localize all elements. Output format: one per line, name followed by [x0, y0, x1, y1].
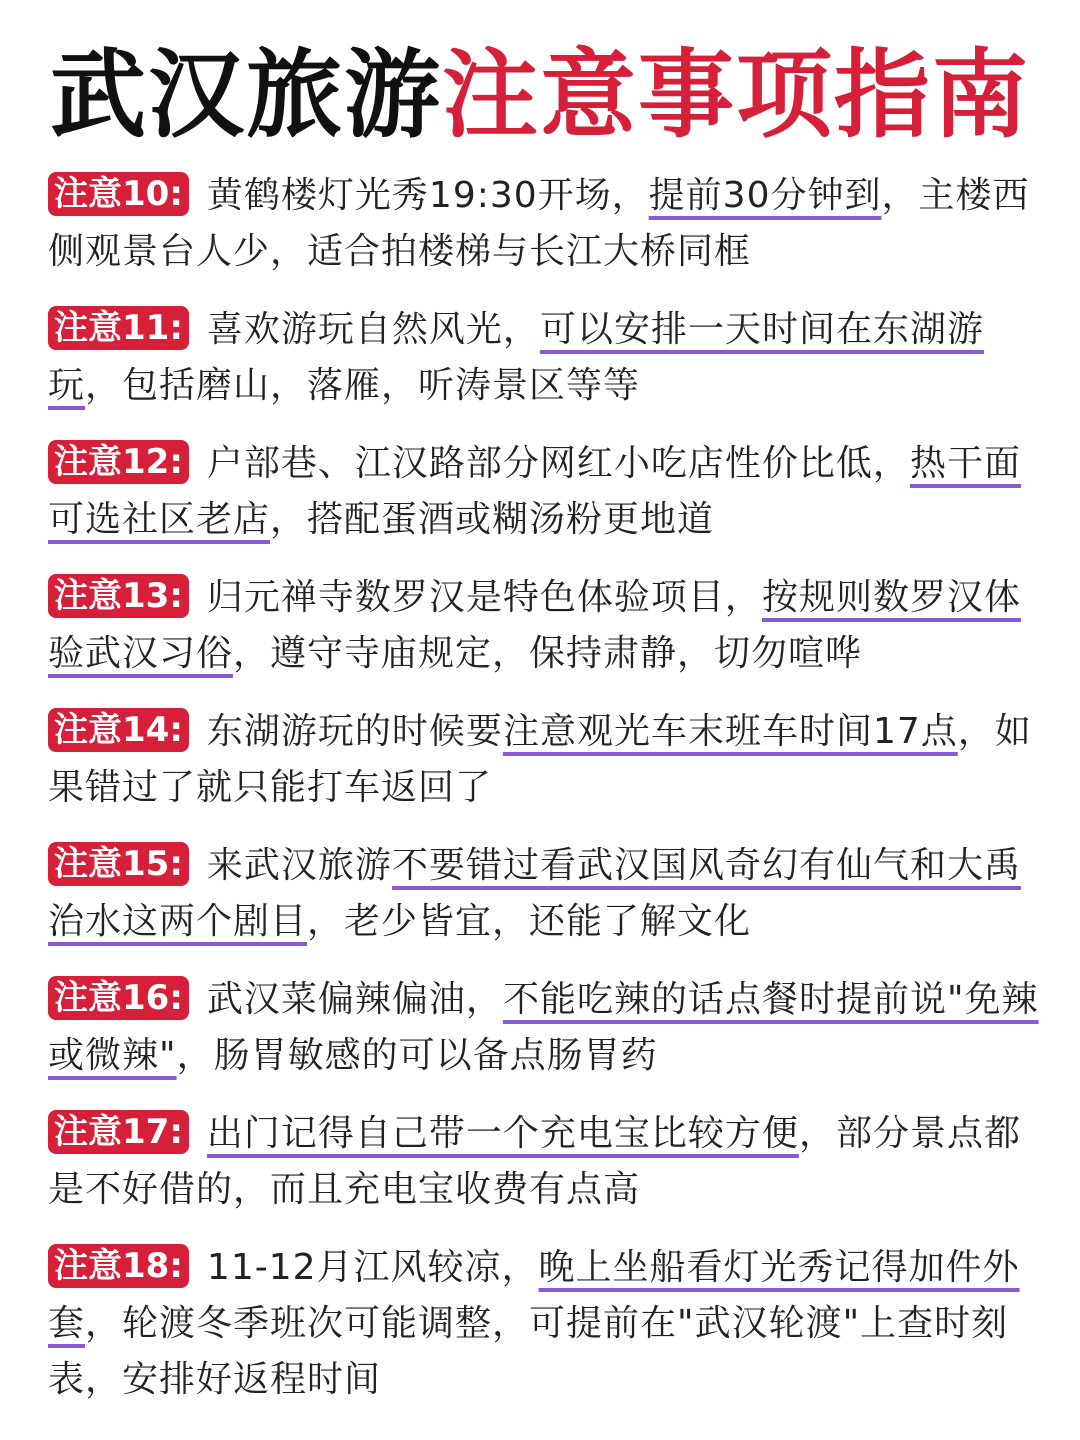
- tip-text: ，包括磨山，落雁，听涛景区等等: [85, 365, 641, 406]
- title-part-black: 武汉旅游: [50, 39, 442, 151]
- tip-badge: 注意13:: [48, 574, 189, 618]
- tip-item: [48, 570, 1048, 682]
- tip-item: [48, 972, 1048, 1084]
- tip-text: ，遵守寺庙规定，保持肃静，切勿喧哗: [233, 633, 863, 674]
- tip-badge: 注意18:: [48, 1244, 189, 1288]
- tip-text: ，如果错过了就只能打车返回了: [48, 711, 1032, 808]
- tip-item: [48, 704, 1048, 816]
- tip-badge: 注意12:: [48, 440, 189, 484]
- title-part-red: 注意事项指南: [442, 39, 1030, 151]
- tip-badge: 注意14:: [48, 708, 189, 752]
- tip-text: 武汉菜偏辣偏油，: [206, 979, 503, 1020]
- tip-text: ，搭配蛋酒或糊汤粉更地道: [270, 499, 715, 540]
- tip-text: 黄鹤楼灯光秀19:30开场，: [206, 175, 649, 216]
- tip-badge: 注意17:: [48, 1110, 189, 1154]
- tip-item: [48, 1240, 1048, 1408]
- tip-highlight: 注意观光车末班车时间17点: [502, 711, 958, 752]
- tip-text: ，老少皆宜，还能了解文化: [307, 901, 752, 942]
- tip-highlight: 出门记得自己带一个充电宝比较方便: [206, 1113, 799, 1154]
- tip-badge: 注意11:: [48, 306, 189, 350]
- tip-text: ，轮渡冬季班次可能调整，可提前在"武汉轮渡"上查时刻表，安排好返程时间: [48, 1303, 1009, 1400]
- tip-item: [48, 436, 1048, 548]
- tip-highlight: 不要错过看武汉国风奇幻有仙气和大禹治水这两个剧目: [48, 845, 1021, 942]
- tip-highlight: 按规则数罗汉体验武汉习俗: [48, 577, 1021, 674]
- tip-item: [48, 838, 1048, 950]
- tip-badge: 注意15:: [48, 842, 189, 886]
- tip-highlight: 热干面可选社区老店: [48, 443, 1021, 540]
- tip-text: 来武汉旅游: [206, 845, 392, 886]
- tip-highlight: 不能吃辣的话点餐时提前说"免辣或微辣": [48, 979, 1039, 1076]
- tip-badge: 注意10:: [48, 172, 189, 216]
- tip-item: [48, 302, 1048, 414]
- tip-highlight: 可以安排一天时间在东湖游玩: [48, 309, 984, 406]
- tip-badge: 注意16:: [48, 976, 189, 1020]
- tip-item: [48, 168, 1048, 280]
- tip-text: 归元禅寺数罗汉是特色体验项目，: [206, 577, 762, 618]
- tip-text: 户部巷、江汉路部分网红小吃店性价比低，: [206, 443, 910, 484]
- page-title: [0, 30, 1080, 160]
- tip-highlight: 提前30分钟到: [648, 175, 882, 216]
- tip-highlight: 晚上坐船看灯光秀记得加件外套: [48, 1247, 1020, 1344]
- tip-text: ，主楼西侧观景台人少，适合拍楼梯与长江大桥同框: [48, 175, 1030, 272]
- tip-text: ，部分景点都是不好借的，而且充电宝收费有点高: [48, 1113, 1021, 1210]
- tip-text: ，肠胃敏感的可以备点肠胃药: [176, 1035, 658, 1076]
- tip-text: 11-12月江风较凉，: [206, 1247, 539, 1288]
- tips-list: [48, 168, 1048, 1430]
- tip-item: [48, 1106, 1048, 1218]
- tip-text: 东湖游玩的时候要: [206, 711, 503, 752]
- tip-text: 喜欢游玩自然风光，: [206, 309, 540, 350]
